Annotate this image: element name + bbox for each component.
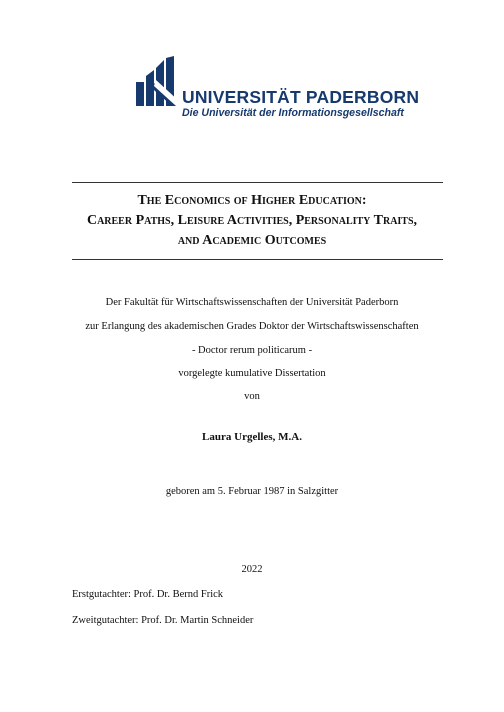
first-reviewer: Erstgutachter: Prof. Dr. Bernd Frick xyxy=(72,589,224,600)
dissertation-type-line: vorgelegte kumulative Dissertation xyxy=(178,368,326,379)
title-line-1: The Economics of Higher Education: xyxy=(137,193,367,208)
author-name: Laura Urgelles, M.A. xyxy=(202,431,302,443)
degree-line: - Doctor rerum politicarum - xyxy=(191,345,313,356)
logo-tagline: Die Universität der Informationsgesellschaft xyxy=(182,107,404,119)
title-line-2: Career Paths, Leisure Activities, Personality Traits, xyxy=(86,213,418,228)
faculty-line: Der Fakultät für Wirtschaftswissenschaften der Universität Paderborn xyxy=(105,297,399,308)
logo-university-name: UNIVERSITÄT PADERBORN xyxy=(182,87,420,107)
purpose-line: zur Erlangung des akademischen Grades Doktor der Wirtschaftswissenschaften xyxy=(85,321,419,332)
title-divider-top xyxy=(72,182,443,183)
title-line-3: and Academic Outcomes xyxy=(177,233,327,248)
university-logo xyxy=(136,56,420,126)
year: 2022 xyxy=(241,564,263,575)
university-logo-icon xyxy=(136,56,180,108)
second-reviewer: Zweitgutachter: Prof. Dr. Martin Schneider xyxy=(72,615,254,626)
author-birth: geboren am 5. Februar 1987 in Salzgitter xyxy=(165,486,339,497)
title-divider-bottom xyxy=(72,259,443,260)
dissertation-title xyxy=(60,191,444,251)
by-line: von xyxy=(244,391,260,402)
